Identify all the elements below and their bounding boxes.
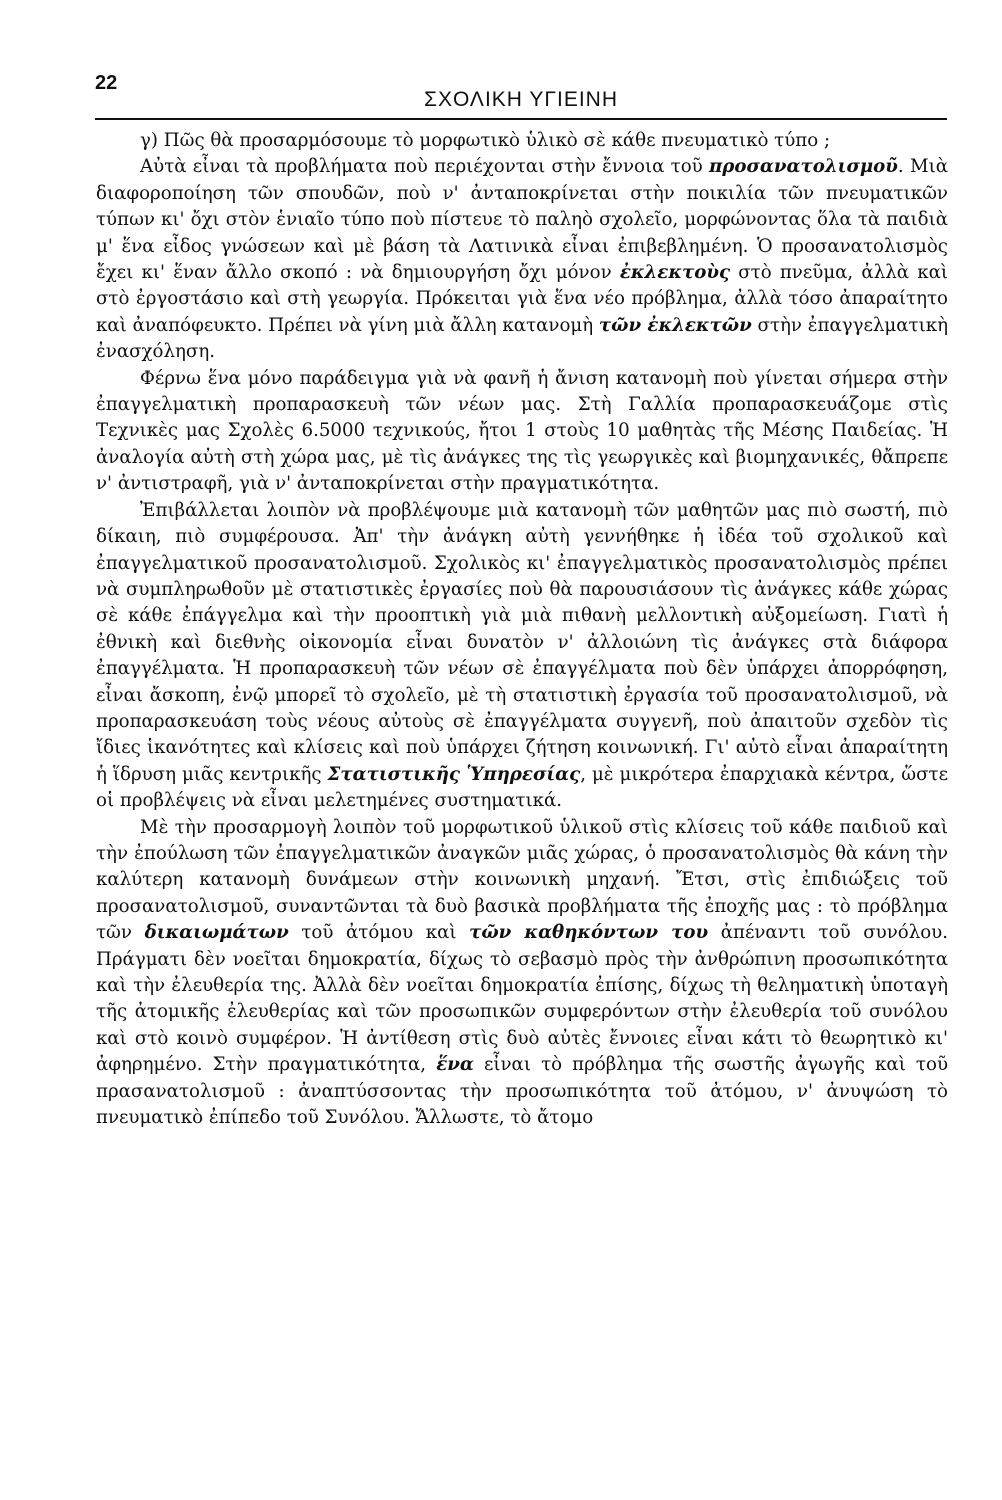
- paragraph-3: [96, 366, 948, 498]
- text-run: Μὲ τὴν προσαρμογὴ λοιπὸν τοῦ μορφωτικοῦ ὑλικοῦ στὶς κλίσεις τοῦ κάθε παιδιοῦ καὶ τὴν ἐπούλωση τῶν ἐπαγγελματικῶν ἀναγκῶν μιᾶς χώρας, ὁ προσανατολισμὸς θὰ κάνη τὴν καλύτερη κατανομὴ δυνάμεων στὴν κοινωνικὴ μηχανή. Ἔτσι, στὶς ἐπιδιώξεις τοῦ προσανατολισμοῦ, συναντῶνται τὰ δυὸ βασικὰ προβλήματα τῆς ἐποχῆς μας : τὸ πρόβλημα τῶν: [96, 816, 948, 944]
- emphasized-term: προσανατολισμοῦ: [708, 156, 898, 178]
- text-run: Φέρνω ἕνα μόνο παράδειγμα γιὰ νὰ φανῆ ἡ ἄνιση κατανομὴ ποὺ γίνεται σήμερα στὴν ἐπαγγελματικὴ προπαρασκευὴ τῶν νέων μας. Στὴ Γαλλία προπαρασκευάζομε στὶς Τεχνικὲς μας Σχολὲς 6.5000 τεχνικούς, ἤτοι 1 στοὺς 10 μαθητὰς τῆς Μέσης Παιδείας. Ἡ ἀναλογία αὐτὴ στὴ χώρα μας, μὲ τὶς ἀνάγκες της τὶς γεωργικὲς καὶ βιομηχανικές, θἄπρεπε ν' ἀντιστραφῆ, γιὰ ν' ἀνταποκρίνεται στὴν πραγματικότητα.: [96, 367, 948, 495]
- emphasized-term: Στατιστικῆς Ὑπηρεσίας: [327, 763, 581, 785]
- text-run: γ) Πῶς θὰ προσαρμόσουμε τὸ μορφωτικὸ ὑλικὸ σὲ κάθε πνευματικὸ τύπο ;: [140, 130, 831, 151]
- text-run: . Μιὰ διαφοροποίηση τῶν σπουδῶν, ποὺ ν' ἀνταποκρίνεται στὴν ποικιλία τῶν πνευματικῶν τύπων κι' ὄχι στὸν ἑνιαῖο τύπο ποὺ πίστευε τὸ παληὸ σχολεῖο, μορφώνοντας ὅλα τὰ παιδιὰ μ' ἕνα εἶδος γνώσεων καὶ μὲ βάση τὰ Λατινικὰ εἶναι ἐπιβεβλημένη. Ὁ προσανατολισμὸς ἔχει κι' ἕναν ἄλλο σκοπό : νὰ δημιουργήση ὄχι μόνον: [96, 156, 948, 284]
- text-run: στὸ πνεῦμα, ἀλλὰ καὶ στὸ ἐργοστάσιο καὶ στὴ γεωργία. Πρόκειται γιὰ ἕνα νέο πρόβλημα, ἀλλὰ τόσο ἀπαραίτητο καὶ ἀναπόφευκτο. Πρέπει νὰ γίνη μιὰ ἄλλη κατανομὴ: [96, 262, 949, 336]
- emphasized-term: τῶν καθηκόντων του: [469, 922, 709, 944]
- emphasized-term: ἕνα: [436, 1054, 474, 1076]
- page-header: [95, 72, 947, 112]
- emphasized-term: δικαιωμάτων: [144, 922, 289, 944]
- text-run: στὴν ἐπαγγελματικὴ ἐνασχόληση.: [96, 314, 948, 363]
- text-run: ἀπέναντι τοῦ συνόλου. Πράγματι δὲν νοεῖται δημοκρατία, δίχως τὸ σεβασμὸ πρὸς τὴν ἀνθρώπινη προσωπικότητα καὶ τὴν ἐλευθερία της. Ἀλλὰ δὲν νοεῖται δημοκρατία ἐπίσης, δίχως τὴ θεληματικὴ ὑποταγὴ τῆς ἀτομικῆς ἐλευθερίας καὶ τῶν προσωπικῶν συμφερόντων στὴν ἐλευθερία τοῦ συνόλου καὶ στὸ κοινὸ συμφέρον. Ἡ ἀντίθεση στὶς δυὸ αὐτὲς ἔννοιες εἶναι κάτι τὸ θεωρητικὸ κι' ἀφηρημένο. Στὴν πραγματικότητα,: [96, 922, 949, 1076]
- body-text: [96, 128, 948, 1131]
- running-title: ΣΧΟΛΙΚΗ ΥΓΙΕΙΝΗ: [423, 88, 618, 111]
- text-run: Ἐπιβάλλεται λοιπὸν νὰ προβλέψουμε μιὰ κατανομὴ τῶν μαθητῶν μας πιὸ σωστή, πιὸ δίκαιη, πιὸ συμφέρουσα. Ἀπ' τὴν ἀνάγκη αὐτὴ γεννήθηκε ἡ ἰδέα τοῦ σχολικοῦ καὶ ἐπαγγελματικοῦ προσανατολισμοῦ. Σχολικὸς κι' ἐπαγγελματικὸς προσανατολισμὸς πρέπει νὰ συμπληρωθοῦν μὲ στατιστικὲς ἐργασίες ποὺ θὰ παρουσιάσουν τὶς ἀνάγκες κάθε χώρας σὲ κάθε ἐπάγγελμα καὶ τὴν προοπτικὴ γιὰ μιὰ πιθανὴ μελλοντικὴ αὐξομείωση. Γιατὶ ἡ ἐθνικὴ καὶ διεθνὴς οἰκονομία εἶναι δυνατὸν ν' ἀλλοιώνη τὶς ἀνάγκες στὰ διάφορα ἐπαγγέλματα. Ἡ προπαρασκευὴ τῶν νέων σὲ ἐπαγγέλματα ποὺ δὲν ὑπάρχει ἀπορρόφηση, εἶναι ἄσκοπη, ἐνῷ μπορεῖ τὸ σχολεῖο, μὲ τὴ στατιστικὴ ἐργασία τοῦ προσανατολισμοῦ, νὰ προπαρασκευάση τοὺς νέους αὐτοὺς σὲ ἐπαγγέλματα συγγενῆ, ποὺ ἀπαιτοῦν σχεδὸν τὶς ἴδιες ἱκανότητες καὶ κλίσεις καὶ ποὺ ὑπάρχει ζήτηση κοινωνική. Γι' αὐτὸ εἶναι ἀπαραίτητη ἡ ἵδρυση μιᾶς κεντρικῆς: [96, 499, 948, 785]
- text-run: Αὐτὰ εἶναι τὰ προβλήματα ποὺ περιέχονται στὴν ἔννοια τοῦ: [140, 156, 709, 178]
- paragraph-1: [96, 128, 948, 154]
- paragraph-4: [96, 498, 948, 815]
- text-run: τοῦ ἀτόμου καὶ: [288, 922, 470, 944]
- header-rule: [95, 118, 947, 120]
- paragraph-2: [96, 154, 948, 365]
- text-run: , μὲ μικρότερα ἐπαρχιακὰ κέντρα, ὥστε οἱ προβλέψεις νὰ εἶναι μελετημένες συστηματικά.: [96, 763, 948, 812]
- text-run: εἶναι τὸ πρόβλημα τῆς σωστῆς ἀγωγῆς καὶ τοῦ πρασανατολισμοῦ : ἀναπτύσσοντας τὴν προσωπικότητα τοῦ ἀτόμου, ν' ἀνυψώση τὸ πνευματικὸ ἐπίπεδο τοῦ Συνόλου. Ἄλλωστε, τὸ ἄτομο: [96, 1054, 949, 1129]
- emphasized-term: τῶν ἐκλεκτῶν: [598, 314, 752, 336]
- page-number: 22: [95, 72, 118, 94]
- paragraph-5: [96, 815, 948, 1132]
- emphasized-term: ἐκλεκτοὺς: [619, 262, 731, 284]
